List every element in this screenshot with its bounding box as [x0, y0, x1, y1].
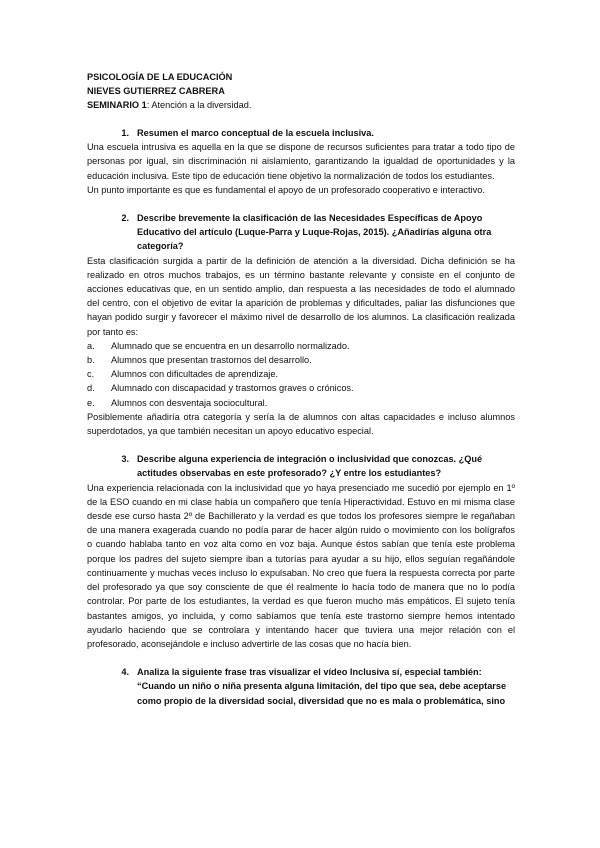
question-1-text: Resumen el marco conceptual de la escuela inclusiva.: [137, 128, 374, 138]
list-item: [87, 396, 515, 410]
answer-2-paragraph-1: Esta clasificación surgida a partir de la definición de atención a la diversidad. Dicha definición se ha realizado en otros muchos trabajos, es un término bastante relevante y consiste en el conjunto de acciones educativas que, en un sentido amplio, dan respuesta a las necesidades de todo el alumnado del centro, con el objetivo de evitar la aparición de problemas y dificultades, paliar las disfunciones que hayan podido surgir y favorecer el máximo nivel de desarrollo de los alumnos. La clasificación realizada por tanto es:: [87, 255, 515, 337]
list-marker: d.: [87, 383, 95, 394]
question-4-text: Analiza la siguiente frase tras visualizar el vídeo Inclusiva sí, especial también: “Cuando un niño o niña presenta alguna limitación, del tipo que sea, debe aceptarse como propio de la diversidad social, diversidad que no es mala o problemática, sino: [137, 667, 507, 706]
author-name: NIEVES GUTIERREZ CABRERA: [87, 86, 225, 96]
question-1-number: 1.: [121, 128, 129, 138]
answer-2-after-list: Posiblemente añadiría otra categoría y sería la de alumnos con altas capacidades e incluso alumnos superdotados, ya que también necesitan un apoyo educativo especial.: [87, 411, 515, 437]
list-item: [87, 367, 515, 381]
question-4-number: 4.: [121, 667, 129, 678]
answer-1-paragraph-2: Un punto importante es que es fundamental el apoyo de un profesorado cooperativo e interactivo.: [87, 184, 485, 195]
list-text: Alumnado que se encuentra en un desarrollo normalizado.: [111, 340, 350, 351]
list-marker: a.: [87, 340, 95, 351]
document-content: [87, 70, 515, 708]
list-item: [87, 353, 515, 367]
classification-list: [87, 339, 515, 410]
list-marker: c.: [87, 369, 95, 380]
seminar-title: : Atención a la diversidad.: [146, 100, 252, 110]
question-4: [87, 665, 515, 708]
subject-heading: PSICOLOGÍA DE LA EDUCACIÓN: [87, 72, 233, 82]
question-2-text: Describe brevemente la clasificación de las Necesidades Específicas de Apoyo Educativo del artículo (Luque-Parra y Luque-Rojas, 2015). ¿Añadirías alguna otra categoría?: [137, 213, 492, 252]
question-3: [87, 452, 515, 480]
question-3-text: Describe alguna experiencia de integración o inclusividad que conozcas. ¿Qué actitudes observabas en este profesorado? ¿Y entre los estudiantes?: [137, 454, 483, 479]
answer-1-paragraph-1: Una escuela intrusiva es aquella en la que se dispone de recursos suficientes para tratar a todo tipo de personas por igual, sin discriminación ni aislamiento, garantizando la igualdad de oportunidades y la educación inclusiva. Este tipo de educación tiene objetivo la normalización de todos los estudiantes.: [87, 142, 515, 181]
answer-3-paragraph-1: Una experiencia relacionada con la inclusividad que yo haya presenciado me sucedió por ejemplo en 1º de la ESO cuando en mi clase había un compañero que tenía Hiperactividad. Estuvo en mi misma clase desde ese curso hasta 2º de Bachillerato y la verdad es que todos los profesores siempre le regañaban de una manera exagerada cuando no podía parar de hacer algún ruido o movimiento con los bolígrafos o cuando hablaba tanto en voz alta como en voz baja. Aunque éstos sabían que tenía este problema porque los padres del sujeto siempre iban a tutorías para ayudar a su hijo, ellos seguían regañándole continuamente y muchas veces incluso lo expulsaban. No creo que fuera la respuesta correcta por parte del profesorado ya que soy consciente de que él realmente lo hacía todo de manera que no lo podía controlar. Por parte de los estudiantes, la verdad es que fueron mucho más empáticos. El sujeto tenía bastantes amigos, yo incluida, y como sabíamos que tenía este trastorno siempre hemos intentado ayudarlo haciendo que se controlara y intentando hacer que tuviera una mejor relación con el profesorado, aconsejándole e incluso advertirle de las cosas que no hacía bien.: [87, 482, 515, 649]
seminar-label: SEMINARIO 1: [87, 100, 147, 110]
list-text: Alumnos que presentan trastornos del desarrollo.: [111, 355, 312, 366]
list-marker: e.: [87, 397, 95, 408]
question-2-number: 2.: [121, 213, 129, 224]
list-text: Alumnos con dificultades de aprendizaje.: [111, 369, 279, 380]
question-2: [87, 211, 515, 254]
list-item: [87, 381, 515, 395]
list-item: [87, 339, 515, 353]
list-text: Alumnado con discapacidad y trastornos graves o crónicos.: [111, 383, 354, 394]
list-marker: b.: [87, 355, 95, 366]
question-1: [87, 126, 515, 140]
question-3-number: 3.: [121, 454, 129, 465]
seminar-line: [87, 98, 515, 112]
list-text: Alumnos con desventaja sociocultural.: [111, 397, 268, 408]
